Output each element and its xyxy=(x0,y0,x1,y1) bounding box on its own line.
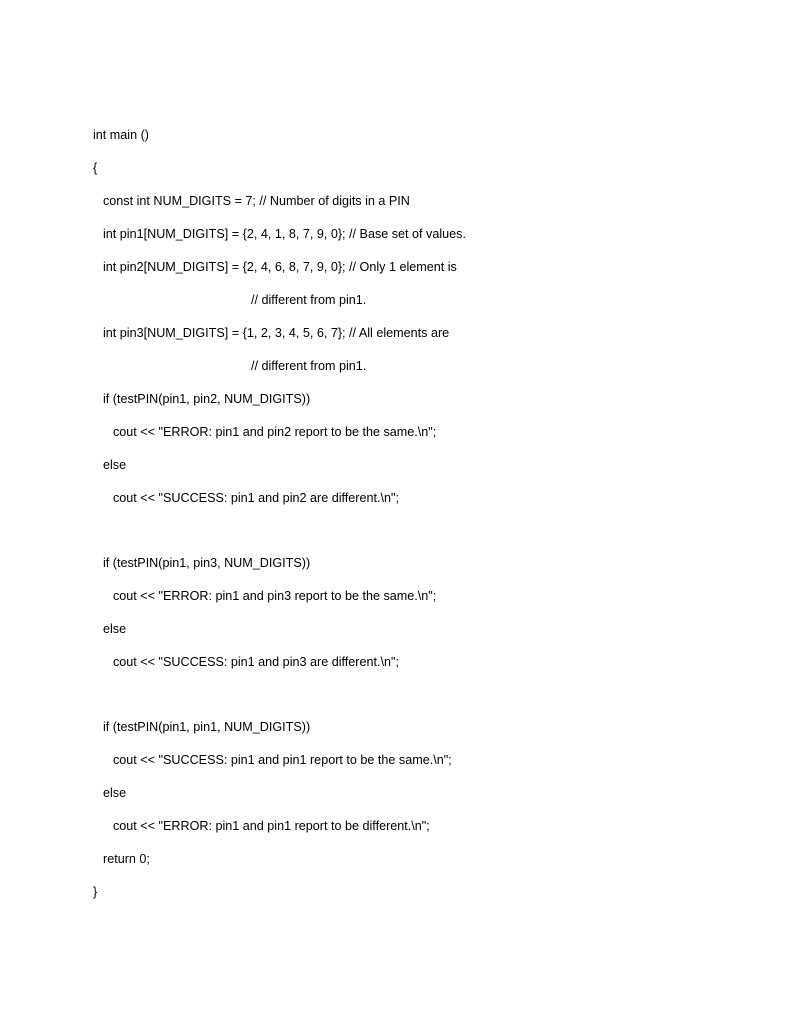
code-line-pin2-comment: // different from pin1. xyxy=(251,293,367,307)
code-line-else-1: else xyxy=(103,458,127,472)
code-line-pin3-decl: int pin3[NUM_DIGITS] = {1, 2, 3, 4, 5, 6, 7}; // All elements are xyxy=(103,326,450,340)
code-line-cout-success-3: cout << "SUCCESS: pin1 and pin1 report to be the same.\n"; xyxy=(113,753,452,767)
code-line-else-2: else xyxy=(103,622,127,636)
code-line-cout-error-1: cout << "ERROR: pin1 and pin2 report to be the same.\n"; xyxy=(113,425,437,439)
code-line-pin2-decl: int pin2[NUM_DIGITS] = {2, 4, 6, 8, 7, 9, 0}; // Only 1 element is xyxy=(103,260,457,274)
code-line-if-test-2: if (testPIN(pin1, pin3, NUM_DIGITS)) xyxy=(103,556,311,570)
code-line-cout-success-2: cout << "SUCCESS: pin1 and pin3 are different.\n"; xyxy=(113,655,399,669)
code-line-cout-success-1: cout << "SUCCESS: pin1 and pin2 are different.\n"; xyxy=(113,491,399,505)
code-line-const-decl: const int NUM_DIGITS = 7; // Number of digits in a PIN xyxy=(103,194,410,208)
code-line-pin1-decl: int pin1[NUM_DIGITS] = {2, 4, 1, 8, 7, 9, 0}; // Base set of values. xyxy=(103,227,466,241)
code-line-else-3: else xyxy=(103,786,127,800)
code-line-cout-error-3: cout << "ERROR: pin1 and pin1 report to be different.\n"; xyxy=(113,819,430,833)
code-line-main-signature: int main () xyxy=(93,128,149,142)
code-line-if-test-1: if (testPIN(pin1, pin2, NUM_DIGITS)) xyxy=(103,392,311,406)
code-line-return: return 0; xyxy=(103,852,150,866)
code-line-pin3-comment: // different from pin1. xyxy=(251,359,367,373)
code-line-if-test-3: if (testPIN(pin1, pin1, NUM_DIGITS)) xyxy=(103,720,311,734)
code-line-open-brace: { xyxy=(93,161,98,175)
code-line-cout-error-2: cout << "ERROR: pin1 and pin3 report to be the same.\n"; xyxy=(113,589,437,603)
code-line-close-brace: } xyxy=(93,885,98,899)
